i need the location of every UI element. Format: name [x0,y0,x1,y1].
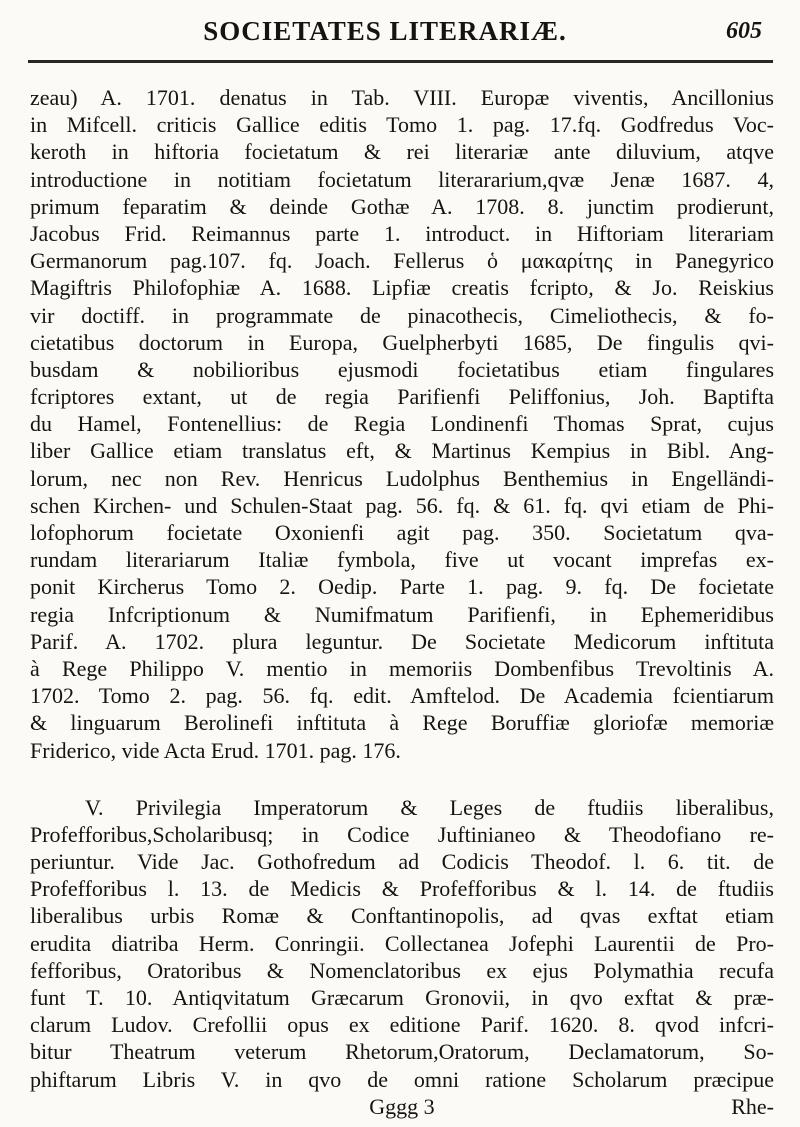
text-line: cietatibus doctorum in Europa, Guelpherbyti 1685, De fingulis qvi- [30,329,774,355]
text-line: erudita diatriba Herm. Conringii. Collectanea Jofephi Laurentii de Pro- [30,930,774,956]
page-number: 605 [726,18,762,44]
text-line: lorum, nec non Rev. Henricus Ludolphus Benthemius in Engelländi- [30,465,774,491]
text-line: phiftarum Libris V. in qvo de omni ratione Scholarum præcipue [30,1066,774,1092]
text-line: rundam literariarum Italiæ fymbola, five ut vocant imprefas ex- [30,547,774,573]
signature-line [30,1093,774,1120]
text-line: schen Kirchen- und Schulen-Staat pag. 56. fq. & 61. fq. qvi etiam de Phi- [30,492,774,518]
text-line: periuntur. Vide Jac. Gothofredum ad Codicis Theodof. l. 6. tit. de [30,849,774,875]
catchword: Rhe- [731,1093,774,1119]
text-line: funt T. 10. Antiqvitatum Græcarum Gronovii, in qvo exftat & præ- [30,985,774,1010]
text-line: ponit Kircherus Tomo 2. Oedip. Parte 1. pag. 9. fq. De focietate [30,574,774,600]
text-line: introductione in notitiam focietatum literararium,qvæ Jenæ 1687. 4, [30,166,774,192]
text-line: Profefforibus,Scholaribusq; in Codice Juftinianeo & Theodofiano re- [30,821,774,847]
text-line: liber Gallice etiam translatus eft, & Martinus Kempius in Bibl. Ang- [30,438,774,464]
text-line: Germanorum pag.107. fq. Joach. Fellerus ὁ μακαρίτης in Panegyrico [30,248,774,274]
text-line: & linguarum Berolinefi inftituta à Rege Boruffiæ gloriofæ memoriæ [30,710,774,736]
text-line: primum feparatim & deinde Gothæ A. 1708. 8. junctim prodierunt, [30,193,774,219]
page-header [0,10,800,70]
text-line: keroth in hiftoria focietatum & rei literariæ ante diluvium, atqve [30,139,774,165]
text-line: du Hamel, Fontenellius: de Regia Londinenfi Thomas Sprat, cujus [30,411,774,437]
text-line: Profefforibus l. 13. de Medicis & Profefforibus & l. 14. de ftudiis [30,876,774,902]
text-line: Parif. A. 1702. plura leguntur. De Societate Medicorum inftituta [30,628,774,654]
header-rule [28,60,773,63]
text-line: 1702. Tomo 2. pag. 56. fq. edit. Amftelod. De Academia fcientiarum [30,683,774,709]
paragraph-2 [30,794,774,1093]
text-line: liberalibus urbis Romæ & Conftantinopolis, ad qvas exftat etiam [30,903,774,929]
text-line: V. Privilegia Imperatorum & Leges de ftudiis liberalibus, [85,794,774,820]
text-line: Jacobus Frid. Reimannus parte 1. introduct. in Hiftoriam literariam [30,220,774,246]
text-body [30,84,774,1120]
text-line: clarum Ludov. Crefollii opus ex editione Parif. 1620. 8. qvod infcri- [30,1012,774,1038]
paragraph-1 [30,84,774,764]
text-line: à Rege Philippo V. mentio in memoriis Dombenfibus Trevoltinis A. [30,655,774,681]
text-line: regia Infcriptionum & Numifmatum Parifienfi, in Ephemeridibus [30,601,774,627]
text-line: fcriptores extant, ut de regia Parifienfi Peliffonius, Joh. Baptifta [30,384,774,410]
paragraph-gap [30,764,774,794]
text-line: zeau) A. 1701. denatus in Tab. VIII. Europæ viventis, Ancillonius [30,85,774,110]
running-title: SOCIETATES LITERARIÆ. [203,16,567,46]
text-line: in Mifcell. criticis Gallice editis Tomo 1. pag. 17.fq. Godfredus Voc- [30,112,774,138]
text-line: bitur Theatrum veterum Rhetorum,Oratorum, Declamatorum, So- [30,1039,774,1065]
text-line: fefforibus, Oratoribus & Nomenclatoribus ex ejus Polymathia recufa [30,957,774,983]
text-line: busdam & nobilioribus ejusmodi focietatibus etiam fingulares [30,356,774,382]
text-line: Magiftris Philofophiæ A. 1688. Lipfiæ creatis fcripto, & Jo. Reiskius [30,275,774,301]
text-line: lofophorum focietate Oxonienfi agit pag. 350. Societatum qva- [30,520,774,545]
signature-mark: Gggg 3 [369,1093,435,1119]
text-line: Friderico, vide Acta Erud. 1701. pag. 176. [30,737,401,763]
text-line: vir doctiff. in programmate de pinacothecis, Cimeliothecis, & fo- [30,302,774,328]
